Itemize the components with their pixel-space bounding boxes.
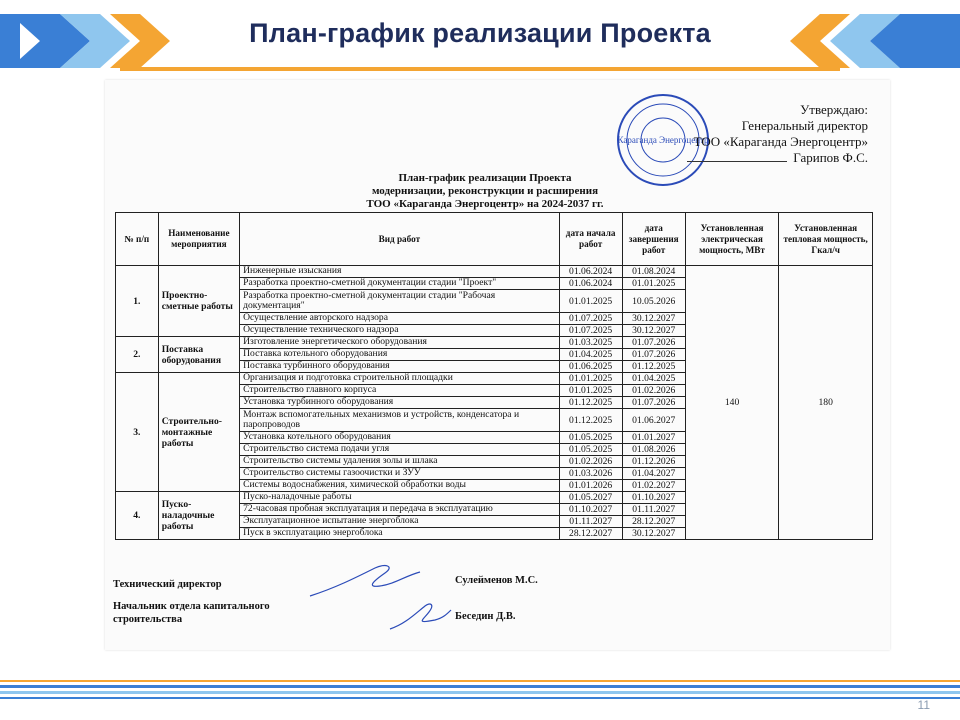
header-chevrons-right — [780, 14, 960, 68]
group-number: 1. — [116, 266, 159, 337]
end-date-cell: 01.11.2027 — [622, 504, 685, 516]
end-date-cell: 01.07.2026 — [622, 337, 685, 349]
header-elec: Установленная электрическая мощность, МВт — [685, 213, 779, 266]
start-date-cell: 01.05.2027 — [559, 492, 622, 504]
start-date-cell: 01.04.2025 — [559, 349, 622, 361]
approve-line-3: ТОО «Караганда Энергоцентр» — [693, 134, 868, 149]
schedule-table — [115, 212, 873, 540]
end-date-cell: 01.06.2027 — [622, 409, 685, 432]
start-date-cell: 01.06.2024 — [559, 266, 622, 278]
start-date-cell: 01.01.2025 — [559, 373, 622, 385]
start-date-cell: 01.07.2025 — [559, 325, 622, 337]
group-number: 3. — [116, 373, 159, 492]
end-date-cell: 01.10.2027 — [622, 492, 685, 504]
title-underline — [120, 67, 840, 71]
work-cell: Установка котельного оборудования — [240, 432, 559, 444]
elec-capacity-cell: 140 — [685, 266, 779, 540]
start-date-cell: 01.11.2027 — [559, 516, 622, 528]
start-date-cell: 01.01.2025 — [559, 385, 622, 397]
slide-title: План-график реализации Проекта — [249, 18, 711, 48]
end-date-cell: 01.07.2026 — [622, 397, 685, 409]
header-name: Наименование мероприятия — [158, 213, 239, 266]
end-date-cell: 01.02.2027 — [622, 480, 685, 492]
work-cell: Осуществление технического надзора — [240, 325, 559, 337]
start-date-cell: 01.01.2025 — [559, 290, 622, 313]
header-end: дата завершения работ — [622, 213, 685, 266]
work-cell: Изготовление энергетического оборудования — [240, 337, 559, 349]
capital-head-name: Беседин Д.В. — [455, 611, 516, 622]
start-date-cell: 01.10.2027 — [559, 504, 622, 516]
work-cell: Системы водоснабжения, химической обработки воды — [240, 480, 559, 492]
group-name: Поставка оборудования — [158, 337, 239, 373]
work-cell: Строительство системы удаления золы и шлака — [240, 456, 559, 468]
group-name: Пуско-наладочные работы — [158, 492, 239, 540]
header-num: № п/п — [116, 213, 159, 266]
work-cell: Поставка котельного оборудования — [240, 349, 559, 361]
approve-line-4: Гарипов Ф.С. — [793, 150, 868, 165]
group-name: Строительно-монтажные работы — [158, 373, 239, 492]
end-date-cell: 01.04.2025 — [622, 373, 685, 385]
end-date-cell: 30.12.2027 — [622, 325, 685, 337]
table-row — [116, 266, 873, 278]
group-name: Проектно-сметные работы — [158, 266, 239, 337]
plan-title-line-1: План-график реализации Проекта — [398, 172, 572, 184]
start-date-cell: 28.12.2027 — [559, 528, 622, 540]
group-number: 2. — [116, 337, 159, 373]
plan-title-line-3: ТОО «Караганда Энергоцентр» на 2024-2037 гг. — [366, 198, 604, 210]
end-date-cell: 01.07.2026 — [622, 349, 685, 361]
work-cell: Поставка турбинного оборудования — [240, 361, 559, 373]
end-date-cell: 01.12.2025 — [622, 361, 685, 373]
approval-block — [687, 102, 868, 166]
approve-line-2: Генеральный директор — [741, 118, 868, 133]
end-date-cell: 01.08.2026 — [622, 444, 685, 456]
end-date-cell: 01.01.2025 — [622, 278, 685, 290]
start-date-cell: 01.06.2025 — [559, 361, 622, 373]
signature-scribble-2 — [385, 594, 455, 634]
start-date-cell: 01.12.2025 — [559, 409, 622, 432]
work-cell: Монтаж вспомогательных механизмов и устройств, конденсатора и паропроводов — [240, 409, 559, 432]
scanned-document — [105, 80, 890, 650]
end-date-cell: 01.12.2026 — [622, 456, 685, 468]
signature-line — [687, 161, 787, 162]
plan-title-line-2: модернизации, реконструкции и расширения — [371, 185, 599, 197]
end-date-cell: 01.02.2026 — [622, 385, 685, 397]
start-date-cell: 01.03.2026 — [559, 468, 622, 480]
work-cell: 72-часовая пробная эксплуатация и передача в эксплуатацию — [240, 504, 559, 516]
table-header-row — [116, 213, 873, 266]
svg-text:Караганда Энергоцентр: Караганда Энергоцентр — [617, 135, 709, 145]
start-date-cell: 01.05.2025 — [559, 432, 622, 444]
end-date-cell: 30.12.2027 — [622, 313, 685, 325]
approve-line-1: Утверждаю: — [800, 102, 868, 117]
page-number: 11 — [917, 698, 930, 712]
footer-stripes — [0, 680, 960, 702]
capital-head-label: Начальник отдела капитального строительства — [113, 601, 270, 625]
start-date-cell: 01.12.2025 — [559, 397, 622, 409]
start-date-cell: 01.02.2026 — [559, 456, 622, 468]
work-cell: Строительство системы газоочистки и ЗУУ — [240, 468, 559, 480]
work-cell: Инженерные изыскания — [240, 266, 559, 278]
end-date-cell: 28.12.2027 — [622, 516, 685, 528]
tech-director-label: Технический директор — [113, 579, 222, 590]
tech-director-name: Сулейменов М.С. — [455, 575, 538, 586]
plan-title — [305, 172, 665, 211]
work-cell: Организация и подготовка строительной площадки — [240, 373, 559, 385]
work-cell: Осуществление авторского надзора — [240, 313, 559, 325]
start-date-cell: 01.05.2025 — [559, 444, 622, 456]
work-cell: Разработка проектно-сметной документации стадии "Рабочая документация" — [240, 290, 559, 313]
heat-capacity-cell: 180 — [779, 266, 873, 540]
end-date-cell: 10.05.2026 — [622, 290, 685, 313]
header-work: Вид работ — [240, 213, 559, 266]
header-start: дата начала работ — [559, 213, 622, 266]
work-cell: Пуск в эксплуатацию энергоблока — [240, 528, 559, 540]
end-date-cell: 01.01.2027 — [622, 432, 685, 444]
start-date-cell: 01.06.2024 — [559, 278, 622, 290]
work-cell: Эксплуатационное испытание энергоблока — [240, 516, 559, 528]
start-date-cell: 01.07.2025 — [559, 313, 622, 325]
work-cell: Установка турбинного оборудования — [240, 397, 559, 409]
work-cell: Строительство система подачи угля — [240, 444, 559, 456]
end-date-cell: 01.04.2027 — [622, 468, 685, 480]
header-chevrons-left — [0, 14, 180, 68]
header-heat: Установленная тепловая мощность, Гкал/ч — [779, 213, 873, 266]
work-cell: Строительство главного корпуса — [240, 385, 559, 397]
end-date-cell: 01.08.2024 — [622, 266, 685, 278]
work-cell: Пуско-наладочные работы — [240, 492, 559, 504]
start-date-cell: 01.03.2025 — [559, 337, 622, 349]
start-date-cell: 01.01.2026 — [559, 480, 622, 492]
group-number: 4. — [116, 492, 159, 540]
end-date-cell: 30.12.2027 — [622, 528, 685, 540]
work-cell: Разработка проектно-сметной документации стадии "Проект" — [240, 278, 559, 290]
